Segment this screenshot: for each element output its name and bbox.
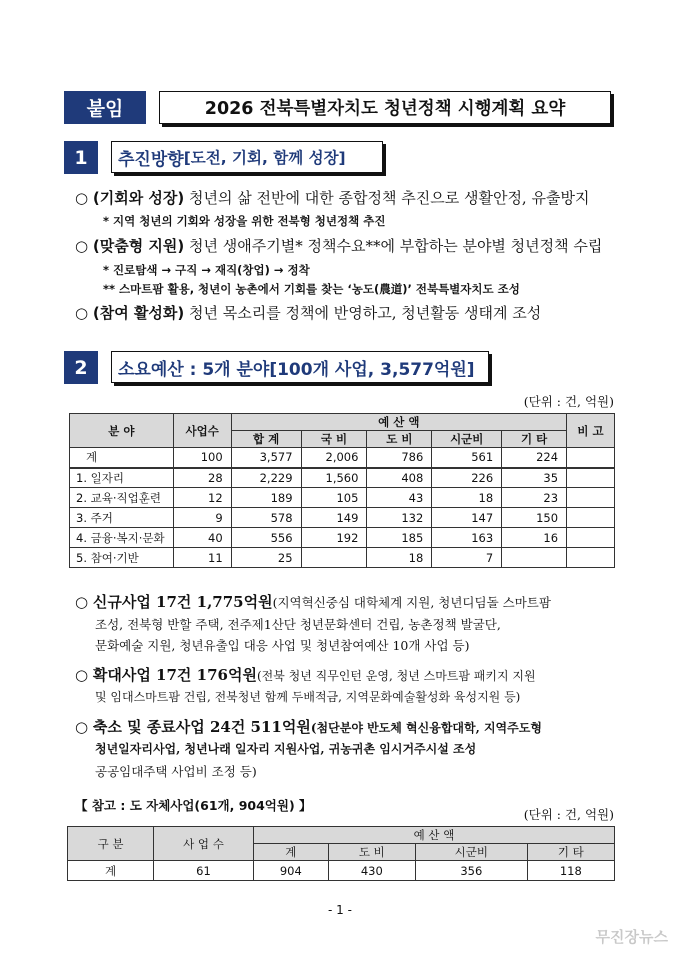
row-note xyxy=(567,508,615,528)
sub-other: 기 타 xyxy=(527,844,614,861)
row-total: 556 xyxy=(231,528,301,548)
section-title-main: 추진방향 xyxy=(118,149,184,170)
row-province: 185 xyxy=(367,528,432,548)
row-city: 226 xyxy=(432,468,502,488)
reference-title: 【 참고 : 도 자체사업(61개, 904억원) 】 xyxy=(75,798,312,813)
sub-province: 도 비 xyxy=(328,844,415,861)
row-count: 12 xyxy=(173,488,231,508)
row-total: 2,229 xyxy=(231,468,301,488)
paragraph-lead: 축소 및 종료사업 24건 511억원 xyxy=(92,718,311,736)
row-national: 192 xyxy=(301,528,367,548)
row-national: 149 xyxy=(301,508,367,528)
header-division: 구 분 xyxy=(68,827,154,861)
document-header xyxy=(64,91,613,127)
row-national: 1,560 xyxy=(301,468,367,488)
header-budget: 예 산 액 xyxy=(231,414,566,431)
paragraph-new xyxy=(75,591,551,612)
row-city: 561 xyxy=(432,448,502,468)
bullet-lead: (맞춤형 지원) xyxy=(92,237,185,255)
bullet-mark: ○ xyxy=(75,666,89,684)
row-other: 224 xyxy=(502,448,567,468)
reference-unit: (단위 : 건, 억원) xyxy=(523,807,614,822)
bullet-mark: ○ xyxy=(75,593,89,611)
sub-province: 도 비 xyxy=(367,431,432,448)
bullet-text: 청년 생애주기별* 정책수요**에 부합하는 분야별 청년정책 수립 xyxy=(184,237,603,255)
row-national: 2,006 xyxy=(301,448,367,468)
row-other xyxy=(502,548,567,568)
paragraph-reduce xyxy=(75,716,542,737)
sub-city: 시군비 xyxy=(432,431,502,448)
sub-other: 기 타 xyxy=(502,431,567,448)
sub-total: 합 계 xyxy=(231,431,301,448)
row-city: 18 xyxy=(432,488,502,508)
paragraph-line: (전북 청년 직무인턴 운영, 청년 스마트팜 패키지 지원 xyxy=(256,669,536,683)
row-total: 904 xyxy=(254,861,329,881)
row-label: 3. 주거 xyxy=(70,508,174,528)
table-row xyxy=(70,488,615,508)
bullet-mark: ○ xyxy=(75,718,89,736)
bullet-lead: (참여 활성화) xyxy=(92,304,185,322)
table-row xyxy=(70,508,615,528)
header-count: 사 업 수 xyxy=(154,827,254,861)
row-other: 150 xyxy=(502,508,567,528)
paragraph-line: 공공임대주택 사업비 조정 등) xyxy=(95,764,257,779)
budget-table xyxy=(69,413,615,568)
row-note xyxy=(567,488,615,508)
row-count: 28 xyxy=(173,468,231,488)
header-field: 분 야 xyxy=(70,414,174,448)
bullet-1 xyxy=(75,187,589,208)
row-province: 43 xyxy=(367,488,432,508)
row-other: 23 xyxy=(502,488,567,508)
row-label: 5. 참여·기반 xyxy=(70,548,174,568)
row-label: 1. 일자리 xyxy=(70,468,174,488)
row-other: 16 xyxy=(502,528,567,548)
note-2: * 진로탐색 → 구직 → 재직(창업) → 정착 xyxy=(103,263,310,277)
row-total: 3,577 xyxy=(231,448,301,468)
row-note xyxy=(567,528,615,548)
row-total: 25 xyxy=(231,548,301,568)
bullet-mark: ○ xyxy=(75,304,89,322)
row-count: 61 xyxy=(154,861,254,881)
bullet-text: 청년의 삶 전반에 대한 종합정책 추진으로 생활안정, 유출방지 xyxy=(184,189,590,207)
section-number: 1 xyxy=(64,141,98,174)
bullet-mark: ○ xyxy=(75,237,89,255)
document-title: 2026 전북특별자치도 청년정책 시행계획 요약 xyxy=(159,91,611,124)
row-total: 189 xyxy=(231,488,301,508)
section-number: 2 xyxy=(64,351,98,384)
row-note xyxy=(567,448,615,468)
section-1-heading xyxy=(64,141,394,177)
table-row xyxy=(70,548,615,568)
section-title: 소요예산 : 5개 분야[100개 사업, 3,577억원] xyxy=(111,351,489,383)
row-other: 35 xyxy=(502,468,567,488)
table-row xyxy=(70,528,615,548)
bullet-lead: (기회와 성장) xyxy=(92,189,185,207)
row-count: 9 xyxy=(173,508,231,528)
row-count: 11 xyxy=(173,548,231,568)
paragraph-lead: 확대사업 17건 176억원 xyxy=(92,666,257,684)
row-note xyxy=(567,548,615,568)
bullet-2 xyxy=(75,235,602,256)
row-province: 430 xyxy=(328,861,415,881)
page-number: - 1 - xyxy=(328,903,352,917)
header-budget: 예 산 액 xyxy=(254,827,615,844)
reference-table xyxy=(67,826,615,881)
bullet-mark: ○ xyxy=(75,189,89,207)
row-province: 786 xyxy=(367,448,432,468)
sub-city: 시군비 xyxy=(416,844,528,861)
row-city: 7 xyxy=(432,548,502,568)
header-count: 사업수 xyxy=(173,414,231,448)
section-2-heading xyxy=(64,351,504,387)
paragraph-line: 조성, 전북형 반할 주택, 전주제1산단 청년문화센터 건립, 농촌정책 발굴단, xyxy=(95,617,501,632)
table-row-total xyxy=(70,448,615,468)
paragraph-lead: 신규사업 17건 1,775억원 xyxy=(92,593,273,611)
bullet-text: 청년 목소리를 정책에 반영하고, 청년활동 생태계 조성 xyxy=(184,304,542,322)
row-count: 100 xyxy=(173,448,231,468)
table-row xyxy=(70,468,615,488)
paragraph-line: (첨단분야 반도체 혁신융합대학, 지역주도형 xyxy=(310,721,542,735)
paragraph-expand xyxy=(75,664,536,685)
row-count: 40 xyxy=(173,528,231,548)
paragraph-line: 문화예술 지원, 청년유출입 대응 사업 및 청년참여예산 10개 사업 등) xyxy=(95,638,470,653)
row-city: 163 xyxy=(432,528,502,548)
row-national xyxy=(301,548,367,568)
row-national: 105 xyxy=(301,488,367,508)
row-province: 18 xyxy=(367,548,432,568)
row-label: 2. 교육·직업훈련 xyxy=(70,488,174,508)
row-province: 408 xyxy=(367,468,432,488)
section-title-paren: [도전, 기회, 함께 성장] xyxy=(183,149,346,167)
sub-national: 국 비 xyxy=(301,431,367,448)
row-city: 356 xyxy=(416,861,528,881)
watermark: 무진장뉴스 xyxy=(595,928,668,946)
bullet-3 xyxy=(75,302,541,323)
paragraph-line: (지역혁신중심 대학체계 지원, 청년디딤돌 스마트팜 xyxy=(272,595,551,610)
row-note xyxy=(567,468,615,488)
sub-total: 계 xyxy=(254,844,329,861)
header-note: 비 고 xyxy=(567,414,615,448)
table-row xyxy=(68,861,615,881)
row-total: 578 xyxy=(231,508,301,528)
row-label: 계 xyxy=(70,448,174,468)
row-city: 147 xyxy=(432,508,502,528)
unit-label: (단위 : 건, 억원) xyxy=(523,394,614,409)
note-3: ** 스마트팜 활용, 청년이 농촌에서 기회를 찾는 ‘농도(農道)’ 전북특별자치도 조성 xyxy=(103,282,520,296)
row-province: 132 xyxy=(367,508,432,528)
attachment-tag: 붙임 xyxy=(64,91,146,124)
section-title xyxy=(111,141,383,173)
row-other: 118 xyxy=(527,861,614,881)
row-label: 계 xyxy=(68,861,154,881)
paragraph-line: 청년일자리사업, 청년나래 일자리 지원사업, 귀농귀촌 임시거주시설 조성 xyxy=(95,742,477,756)
paragraph-line: 및 임대스마트팜 건립, 전북청년 함께 두배적금, 지역문화예술활성화 육성지원 등) xyxy=(95,690,521,704)
row-label: 4. 금융·복지·문화 xyxy=(70,528,174,548)
note-1: * 지역 청년의 기회와 성장을 위한 전북형 청년정책 추진 xyxy=(103,214,386,228)
